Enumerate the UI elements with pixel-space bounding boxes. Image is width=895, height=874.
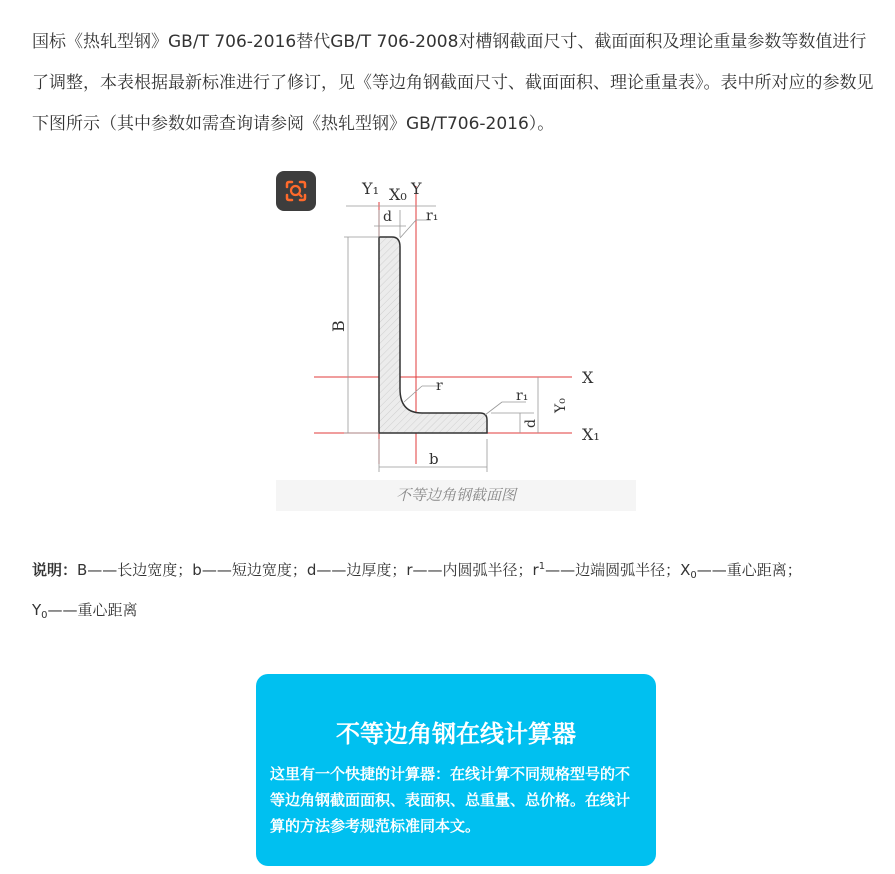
legend-label: 说明： [32,561,78,579]
label-b-big: B [329,320,348,332]
label-y1: Y₁ [362,179,379,198]
zoom-image-button[interactable] [276,171,316,211]
label-r1-right: r₁ [516,388,529,404]
legend-sub-0: 0 [690,570,697,581]
legend-text-1: B——长边宽度；b——短边宽度；d——边厚度；r——内圆弧半径；r [77,561,539,579]
label-r1-top: r₁ [426,208,439,224]
label-y: Y [411,179,422,198]
label-b-small: b [429,450,439,468]
intro-paragraph: 国标《热轧型钢》GB/T 706-2016替代GB/T 706-2008对槽钢截面尺寸、截面面积及理论重量参数等数值进行了调整，本表根据最新标准进行了修订，见《等边角钢截面尺寸、截面面积、理论重量表》。表中所对应的参数见下图所示（其中参数如需查询请参阅《热轧型钢》GB/T706-2016）。 [32,32,874,134]
label-d-right: d [523,419,539,428]
calculator-description: 这里有一个快捷的计算器：在线计算不同规格型号的不等边角钢截面面积、表面积、总重量、总价格。在线计算的方法参考规范标准同本文。 [270,765,631,835]
angle-steel-figure [276,164,636,511]
search-icon [276,171,316,211]
legend-text-4: Y [32,601,42,619]
calculator-title: 不等边角钢在线计算器 [336,720,576,748]
label-r: r [436,378,443,394]
legend-sup-1: 1 [538,561,546,572]
label-x0: X₀ [389,185,407,204]
label-y0: Y₀ [553,398,569,413]
angle-section-diagram [276,164,636,480]
legend-text-2: ——边端圆弧半径；X [545,561,691,579]
legend-text-5: ——重心距离 [47,601,138,619]
label-x1: X₁ [582,425,600,444]
figure-caption: 不等边角钢截面图 [276,480,636,511]
legend-text-3: ——重心距离； [696,561,802,579]
angle-section-shape [379,237,487,433]
legend-note [32,550,872,630]
legend-sub-1: 0 [41,610,48,621]
label-d-top: d [383,209,392,225]
label-x: X [582,368,594,387]
calculator-card[interactable] [256,674,656,866]
